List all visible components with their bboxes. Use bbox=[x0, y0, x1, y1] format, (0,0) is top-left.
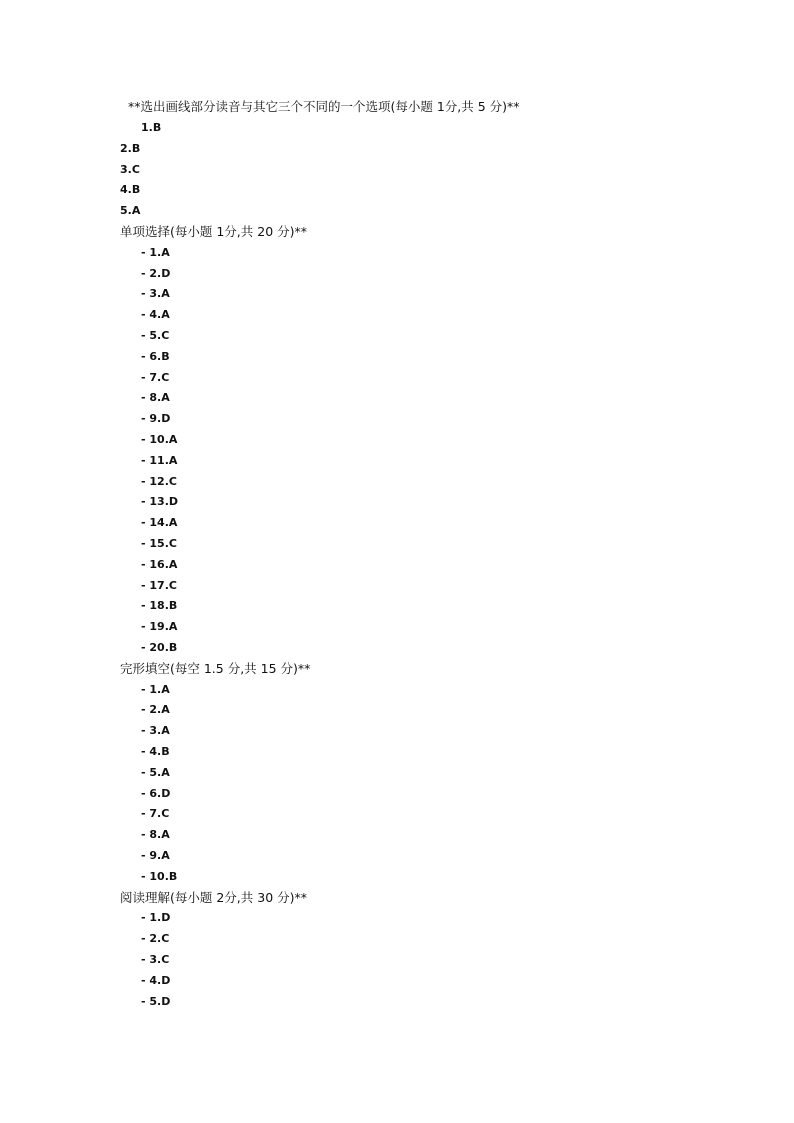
answer-item: - 17.C bbox=[141, 579, 177, 592]
answer-item: - 7.C bbox=[141, 371, 170, 384]
answer-item: - 5.C bbox=[141, 329, 170, 342]
section-1-heading: **选出画线部分读音与其它三个不同的一个选项(每小题 1分,共 5 分)** bbox=[128, 99, 520, 114]
answer-item: 4.B bbox=[120, 183, 141, 196]
answer-item: - 2.A bbox=[141, 703, 170, 716]
answer-item: - 12.C bbox=[141, 475, 177, 488]
answer-item: 2.B bbox=[120, 142, 141, 155]
answer-item: - 13.D bbox=[141, 495, 179, 508]
answer-item: - 10.A bbox=[141, 433, 178, 446]
answer-item: - 5.A bbox=[141, 766, 170, 779]
answer-item: - 19.A bbox=[141, 620, 178, 633]
answer-item: - 2.C bbox=[141, 932, 170, 945]
section-2-heading: 单项选择(每小题 1分,共 20 分)** bbox=[120, 224, 308, 239]
answer-item: - 8.A bbox=[141, 391, 170, 404]
section-4-heading: 阅读理解(每小题 2分,共 30 分)** bbox=[120, 890, 308, 905]
answer-item: - 15.C bbox=[141, 537, 177, 550]
answer-item: - 3.A bbox=[141, 287, 170, 300]
answer-item: - 1.D bbox=[141, 911, 171, 924]
answer-item: - 1.A bbox=[141, 246, 170, 259]
answer-item: - 11.A bbox=[141, 454, 178, 467]
section-3-heading: 完形填空(每空 1.5 分,共 15 分)** bbox=[120, 661, 311, 676]
answer-item: - 8.A bbox=[141, 828, 170, 841]
answer-item: 3.C bbox=[120, 163, 140, 176]
answer-item: - 3.C bbox=[141, 953, 170, 966]
answer-item: 1.B bbox=[141, 121, 162, 134]
answer-item: - 10.B bbox=[141, 870, 178, 883]
answer-item: - 6.D bbox=[141, 787, 171, 800]
answer-item: - 16.A bbox=[141, 558, 178, 571]
answer-item: - 20.B bbox=[141, 641, 178, 654]
answer-item: - 3.A bbox=[141, 724, 170, 737]
answer-item: - 2.D bbox=[141, 267, 171, 280]
answer-item: - 9.D bbox=[141, 412, 171, 425]
answer-item: - 4.A bbox=[141, 308, 170, 321]
answer-item: - 4.D bbox=[141, 974, 171, 987]
answer-item: - 6.B bbox=[141, 350, 170, 363]
answer-item: - 4.B bbox=[141, 745, 170, 758]
answer-item: - 1.A bbox=[141, 683, 170, 696]
answer-item: - 5.D bbox=[141, 995, 171, 1008]
answer-item: - 18.B bbox=[141, 599, 178, 612]
answer-item: - 7.C bbox=[141, 807, 170, 820]
answer-item: - 14.A bbox=[141, 516, 178, 529]
answer-item: 5.A bbox=[120, 204, 141, 217]
answer-item: - 9.A bbox=[141, 849, 170, 862]
